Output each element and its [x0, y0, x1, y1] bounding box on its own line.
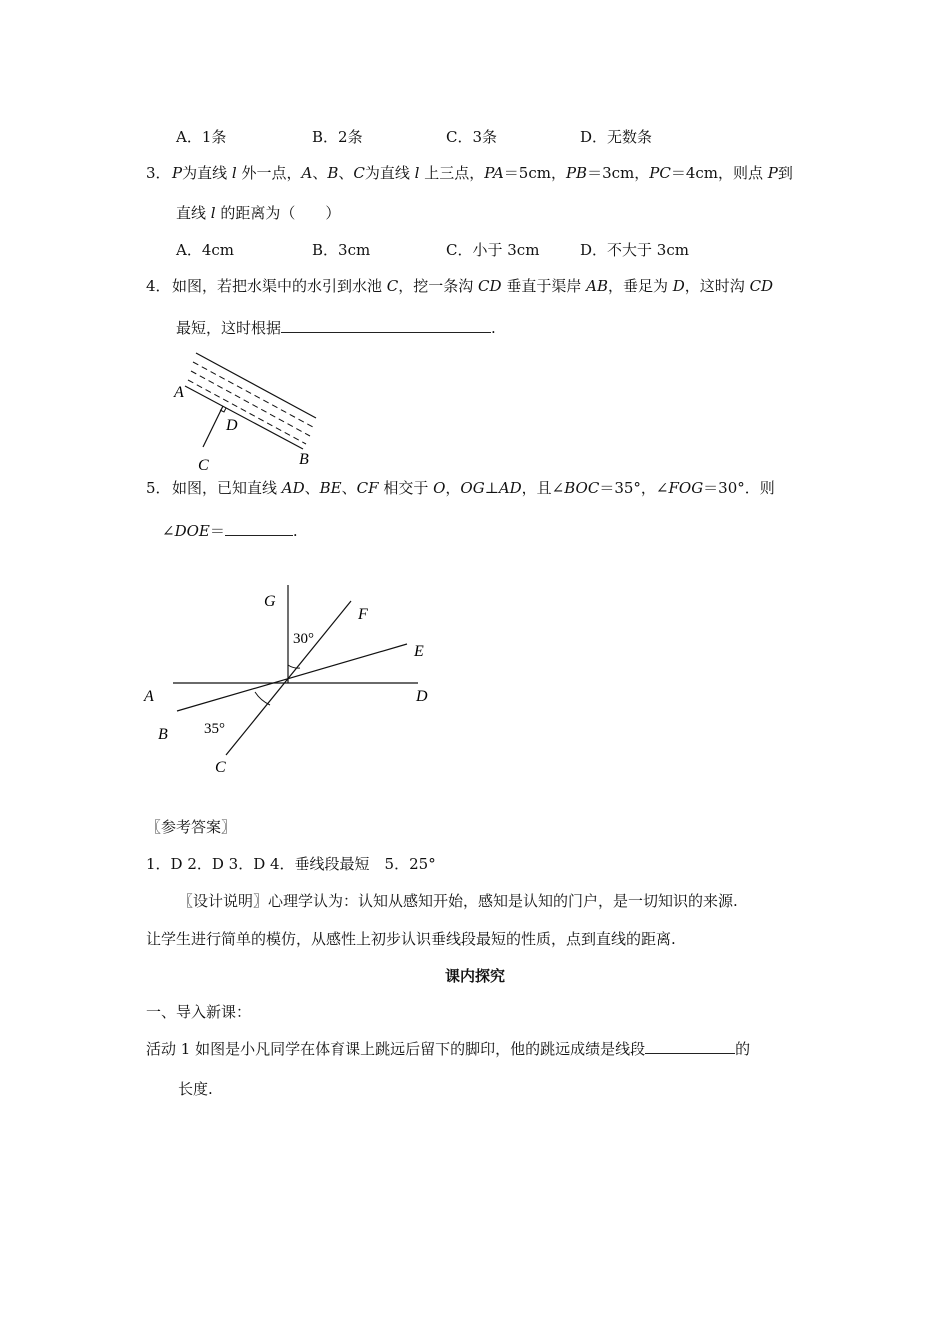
- text-run: P: [172, 164, 183, 182]
- text-run: FOG: [668, 479, 704, 497]
- text-run: 为直线: [364, 164, 415, 182]
- q5-line2-end: .: [292, 522, 298, 540]
- text-run: 、: [312, 164, 328, 182]
- q5-line2: [162, 521, 298, 541]
- text-run: 相交于: [378, 479, 434, 497]
- text-run: OG: [460, 479, 485, 497]
- text-run: l: [210, 204, 216, 222]
- text-run: AD: [498, 479, 522, 497]
- text-run: 垂直于渠岸: [501, 277, 587, 295]
- label-b: B: [158, 726, 168, 743]
- q3-line1: [172, 163, 793, 183]
- q3-line2: [176, 203, 340, 223]
- text-run: 如图，若把水渠中的水引到水池: [172, 277, 387, 295]
- text-run: ＝35°，∠: [599, 479, 669, 497]
- design-note-line1: 〖设计说明〗心理学认为：认知从感知开始，感知是认知的门户，是一切知识的来源.: [178, 892, 738, 910]
- q5-line1: [172, 478, 775, 498]
- q4-answer-blank: [281, 318, 491, 333]
- text-run: BE: [319, 479, 342, 497]
- text-run: CF: [356, 479, 379, 497]
- text-run: A: [301, 164, 313, 182]
- activity1-line1: [146, 1039, 750, 1059]
- ditch-cd: [203, 406, 223, 447]
- text-run: l: [231, 164, 237, 182]
- line-be: [177, 644, 407, 711]
- water-line-3: [188, 380, 306, 444]
- q4-line2-text: 最短，这时根据: [176, 319, 282, 337]
- canal-top-bank: [196, 353, 316, 418]
- text-run: ＝4cm，则点: [670, 164, 768, 182]
- text-run: ，挖一条沟: [398, 277, 479, 295]
- water-line-2: [191, 371, 310, 436]
- activity1-answer-blank: [645, 1039, 735, 1054]
- text-run: ，且∠: [521, 479, 565, 497]
- label-d: D: [226, 417, 238, 434]
- text-run: PC: [649, 164, 671, 182]
- answers-line: 1．D 2．D 3．D 4．垂线段最短 5．25°: [146, 855, 436, 873]
- q4-number: 4．: [146, 277, 171, 295]
- text-run: 上三点，: [419, 164, 485, 182]
- text-run: P: [767, 164, 778, 182]
- text-run: 外一点，: [236, 164, 302, 182]
- text-run: ＝5cm，: [503, 164, 566, 182]
- text-run: PB: [565, 164, 588, 182]
- text-run: CD: [749, 277, 774, 295]
- q5-equals: ＝: [209, 522, 225, 540]
- text-run: 如图，已知直线: [172, 479, 282, 497]
- canal-bank-ab: [185, 386, 303, 449]
- text-run: ，: [445, 479, 461, 497]
- angle-label-fog: 30°: [293, 631, 314, 647]
- label-a: A: [144, 688, 154, 705]
- text-run: 、: [341, 479, 357, 497]
- q3-option-d: D．不大于 3cm: [580, 241, 689, 259]
- text-run: C: [386, 277, 399, 295]
- text-run: AD: [281, 479, 305, 497]
- intersecting-lines-figure: [130, 575, 450, 780]
- text-run: 到: [777, 164, 793, 182]
- q2-option-c: C．3条: [446, 128, 498, 146]
- q5-angle-name: DOE: [174, 522, 210, 540]
- text-run: 的距离为（ ）: [215, 204, 341, 222]
- label-a: A: [174, 384, 184, 401]
- activity1-line2: 长度.: [178, 1080, 213, 1098]
- water-line-1: [193, 362, 313, 427]
- text-run: B: [327, 164, 339, 182]
- canal-figure: [160, 345, 330, 475]
- q5-angle-symbol: ∠: [162, 522, 175, 540]
- q4-line2-end: .: [491, 319, 496, 337]
- text-run: ＝3cm，: [587, 164, 650, 182]
- q4-line2: [176, 318, 496, 338]
- text-run: BOC: [564, 479, 600, 497]
- design-note-line2: 让学生进行简单的模仿，从感性上初步认识垂线段最短的性质，点到直线的距离.: [146, 930, 676, 948]
- text-run: ，垂足为: [607, 277, 673, 295]
- text-run: 、: [304, 479, 320, 497]
- label-c: C: [198, 457, 209, 474]
- text-run: l: [414, 164, 420, 182]
- label-c: C: [215, 759, 226, 776]
- text-run: C: [353, 164, 365, 182]
- text-run: ⊥: [484, 479, 499, 497]
- q5-answer-blank: [225, 521, 293, 536]
- text-run: AB: [586, 277, 608, 295]
- label-b: B: [299, 451, 309, 468]
- text-run: 、: [338, 164, 354, 182]
- text-run: CD: [478, 277, 502, 295]
- q2-option-d: D．无数条: [580, 128, 653, 146]
- section-title: 课内探究: [444, 967, 505, 985]
- angle-label-boc: 35°: [204, 721, 225, 737]
- activity1-end: 的: [735, 1040, 751, 1058]
- text-run: 为直线: [182, 164, 232, 182]
- text-run: PA: [484, 164, 504, 182]
- label-d: D: [416, 688, 428, 705]
- intro-heading: 一、导入新课：: [146, 1003, 252, 1021]
- text-run: ＝30°．则: [703, 479, 775, 497]
- label-g: G: [264, 593, 276, 610]
- q4-line1: [172, 276, 773, 296]
- q2-option-b: B．2条: [312, 128, 363, 146]
- text-run: ，这时沟: [684, 277, 750, 295]
- q3-option-c: C．小于 3cm: [446, 241, 540, 259]
- q2-option-a: A．1条: [176, 128, 227, 146]
- label-e: E: [414, 643, 424, 660]
- q3-number: 3．: [146, 164, 171, 182]
- q5-number: 5．: [146, 479, 171, 497]
- text-run: D: [672, 277, 685, 295]
- q3-option-a: A．4cm: [176, 241, 235, 259]
- q3-option-b: B．3cm: [312, 241, 371, 259]
- answers-heading: 〖参考答案〗: [146, 818, 237, 836]
- text-run: 直线: [176, 204, 211, 222]
- label-f: F: [358, 606, 368, 623]
- activity1-text: 活动 1 如图是小凡同学在体育课上跳远后留下的脚印，他的跳远成绩是线段: [146, 1040, 646, 1058]
- text-run: O: [433, 479, 446, 497]
